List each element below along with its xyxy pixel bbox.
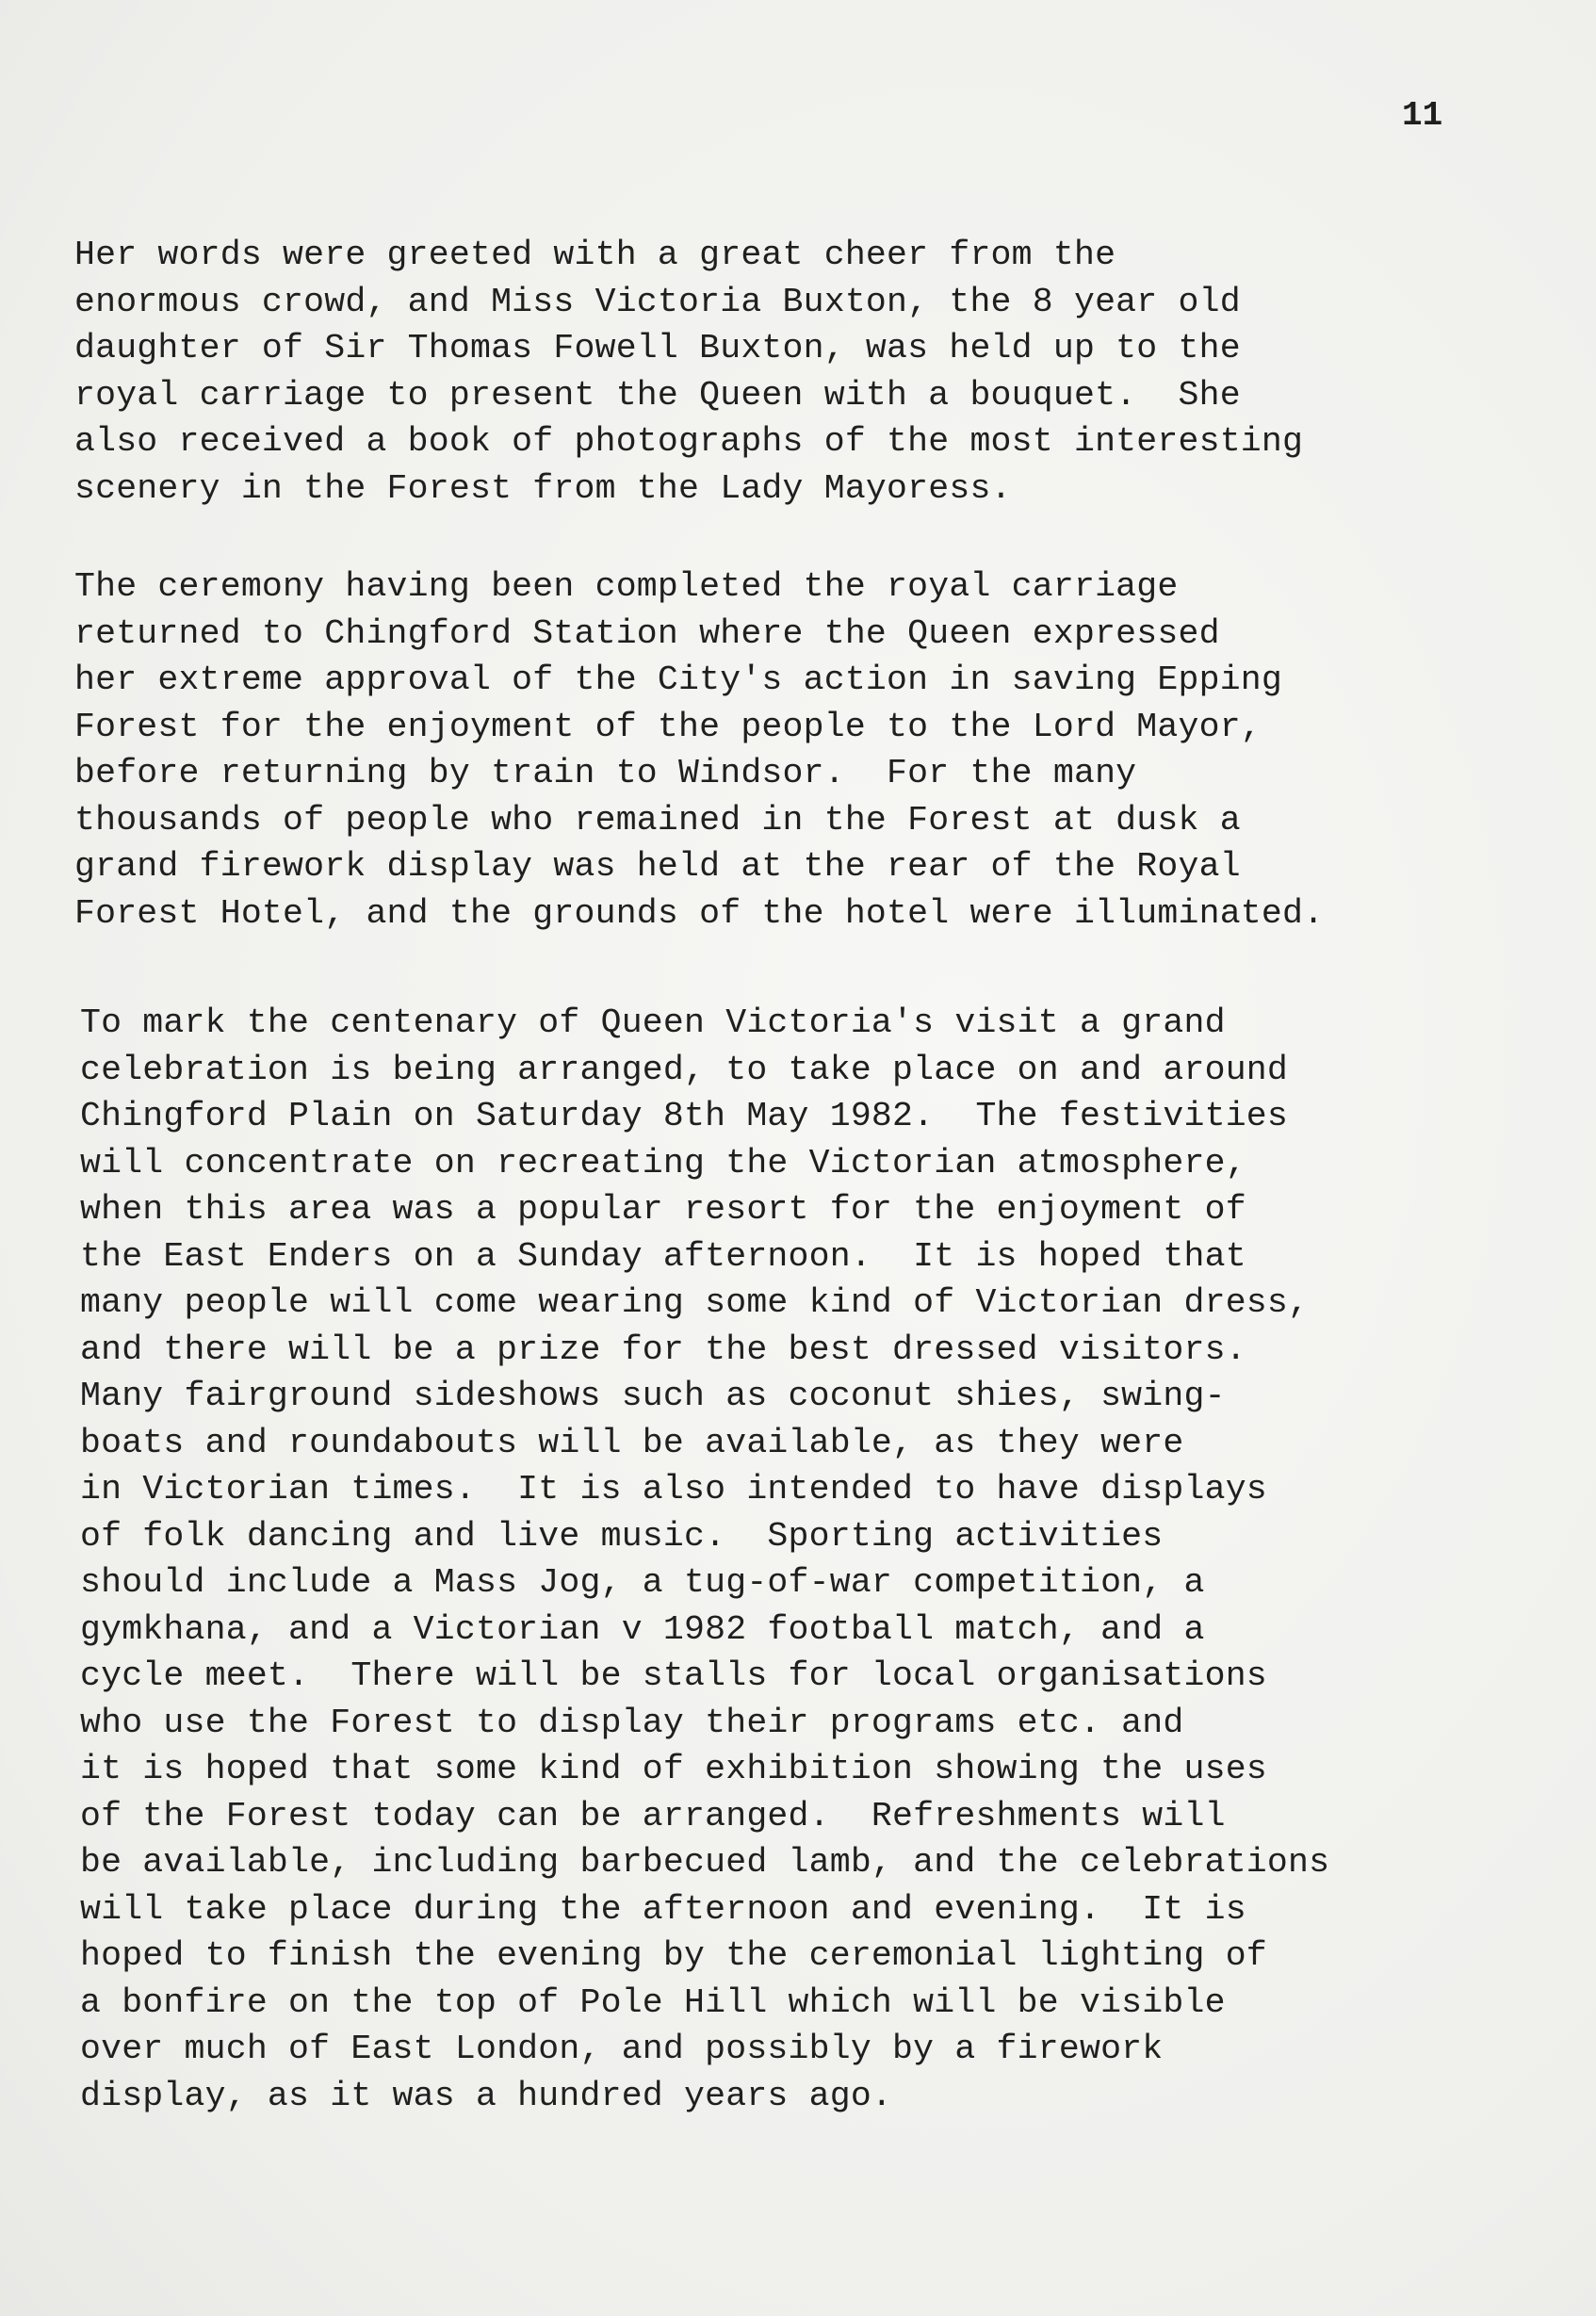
paragraph-3: [80, 1000, 1550, 2119]
text-line: To mark the centenary of Queen Victoria's visit a grand: [80, 1003, 1226, 1042]
text-line: when this area was a popular resort for the enjoyment of: [80, 1190, 1246, 1229]
text-line: grand firework display was held at the rear of the Royal: [74, 847, 1241, 886]
text-line: The ceremony having been completed the royal carriage: [74, 567, 1179, 606]
text-line: will take place during the afternoon and evening. It is: [80, 1889, 1246, 1929]
text-line: who use the Forest to display their programs etc. and: [80, 1703, 1184, 1742]
text-line: in Victorian times. It is also intended to have displays: [80, 1470, 1267, 1509]
text-line: thousands of people who remained in the Forest at dusk a: [74, 800, 1241, 840]
text-line: be available, including barbecued lamb, and the celebrations: [80, 1843, 1330, 1882]
text-line: it is hoped that some kind of exhibition showing the uses: [80, 1750, 1267, 1788]
text-line: over much of East London, and possibly by a firework: [80, 2030, 1164, 2068]
text-line: will concentrate on recreating the Victorian atmosphere,: [80, 1143, 1246, 1182]
paragraph-2: [74, 563, 1544, 937]
text-line: royal carriage to present the Queen with a bouquet. She: [74, 375, 1241, 415]
text-line: returned to Chingford Station where the Queen expressed: [74, 613, 1220, 653]
text-line: a bonfire on the top of Pole Hill which will be visible: [80, 1982, 1226, 2022]
text-line: the East Enders on a Sunday afternoon. It is hoped that: [80, 1236, 1246, 1276]
text-line: before returning by train to Windsor. For the many: [74, 754, 1137, 792]
text-line: gymkhana, and a Victorian v 1982 football match, and a: [80, 1609, 1205, 1649]
text-line: Many fairground sideshows such as coconut shies, swing-: [80, 1377, 1226, 1415]
page-number: 11: [1402, 96, 1443, 135]
text-line: of the Forest today can be arranged. Refreshments will: [80, 1796, 1226, 1835]
text-line: daughter of Sir Thomas Fowell Buxton, was held up to the: [74, 329, 1241, 367]
text-line: her extreme approval of the City's action in saving Epping: [74, 661, 1283, 699]
text-line: also received a book of photographs of the most interesting: [74, 422, 1304, 461]
text-line: should include a Mass Jog, a tug-of-war competition, a: [80, 1563, 1205, 1602]
text-line: many people will come wearing some kind of Victorian dress,: [80, 1283, 1310, 1322]
text-line: hoped to finish the evening by the ceremonial lighting of: [80, 1936, 1267, 1975]
text-line: celebration is being arranged, to take place on and around: [80, 1050, 1289, 1089]
paragraph-1: [74, 232, 1544, 512]
text-line: scenery in the Forest from the Lady Mayoress.: [74, 468, 1012, 508]
text-line: display, as it was a hundred years ago.: [80, 2076, 893, 2115]
text-line: of folk dancing and live music. Sporting activities: [80, 1516, 1164, 1556]
text-line: Her words were greeted with a great cheer from the: [74, 236, 1116, 274]
text-line: cycle meet. There will be stalls for local organisations: [80, 1656, 1267, 1695]
text-line: Forest Hotel, and the grounds of the hotel were illuminated.: [74, 893, 1325, 933]
text-line: Forest for the enjoyment of the people to the Lord Mayor,: [74, 707, 1262, 746]
text-line: boats and roundabouts will be available, as they were: [80, 1423, 1184, 1462]
text-line: enormous crowd, and Miss Victoria Buxton, the 8 year old: [74, 282, 1241, 321]
text-line: Chingford Plain on Saturday 8th May 1982. The festivities: [80, 1097, 1289, 1135]
text-line: and there will be a prize for the best dressed visitors.: [80, 1329, 1246, 1369]
